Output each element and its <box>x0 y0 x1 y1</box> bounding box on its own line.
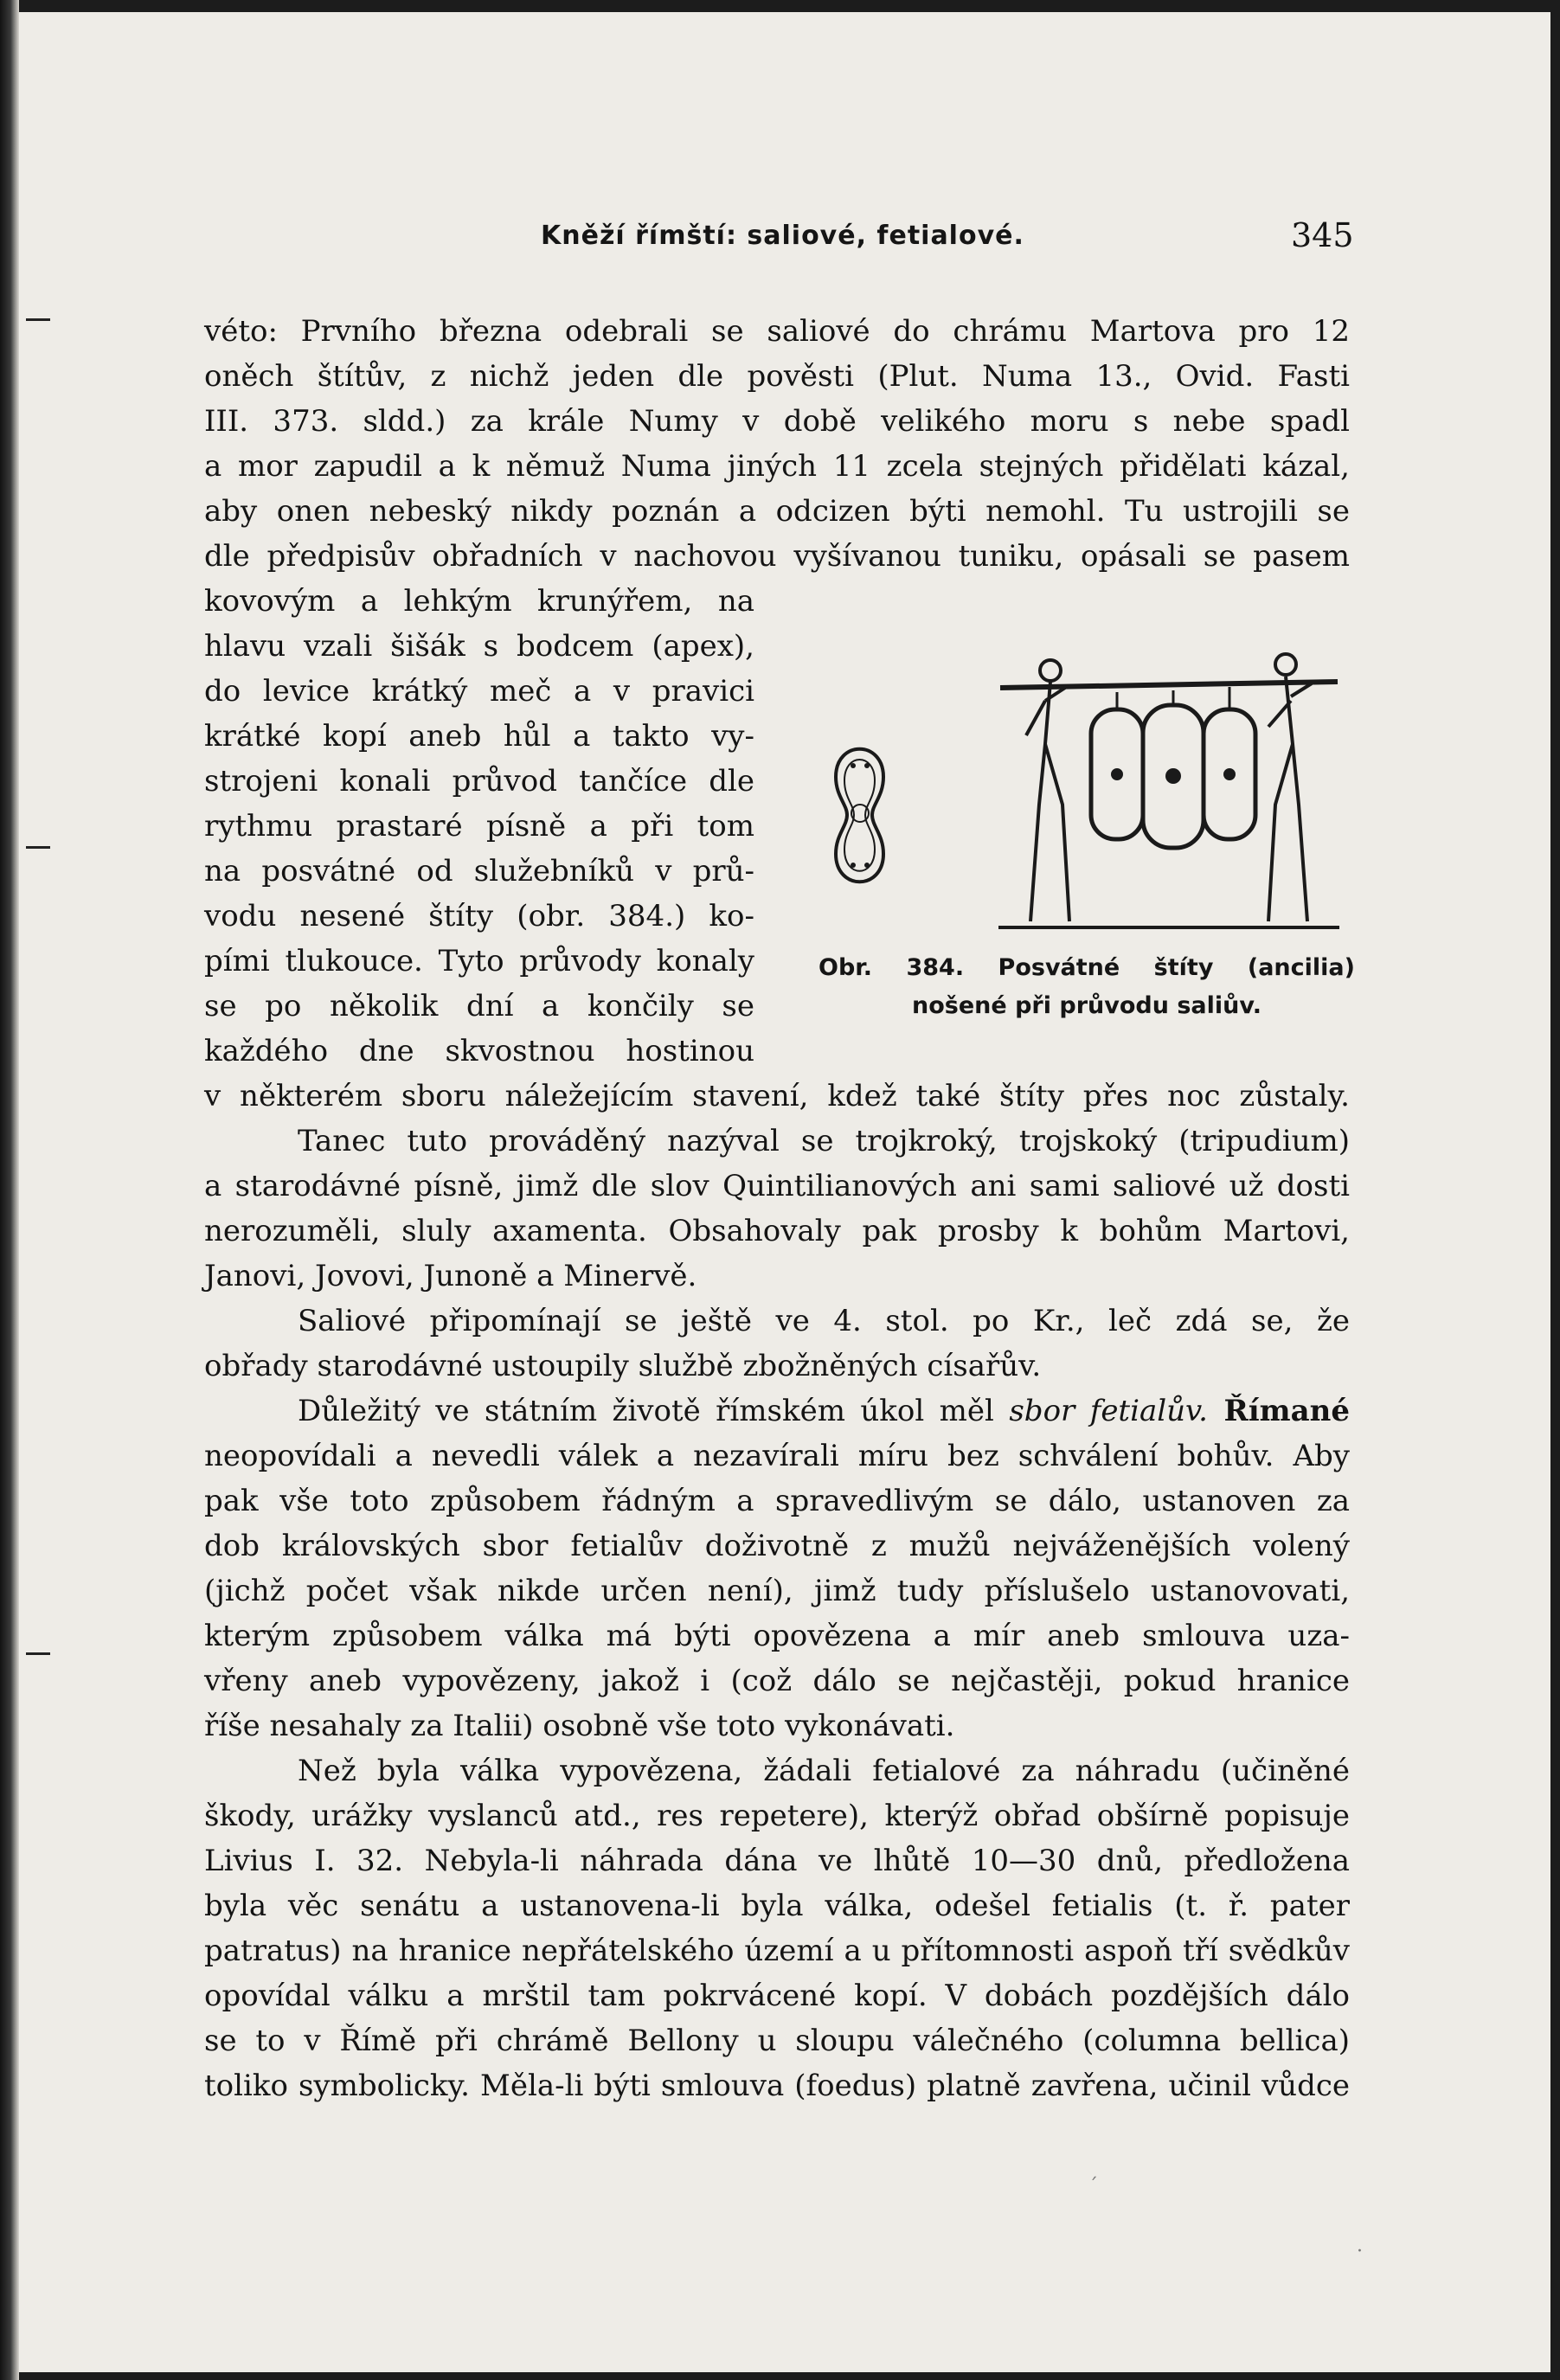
text-line: se to v Římě při chrámě Bellony u sloupu válečného (columna bellica) <box>204 2024 1350 2058</box>
text-line: kterým způsobem válka má býti opovězena a mír aneb smlouva uza- <box>204 1619 1350 1653</box>
text-line: obřady starodávné ustoupily službě zbožněných císařův. <box>204 1349 1042 1383</box>
page-number: 345 <box>1291 216 1354 254</box>
text-line: pak vše toto způsobem řádným a spravedlivým se dálo, ustanoven za <box>204 1484 1350 1518</box>
bearer-right <box>1275 654 1296 675</box>
text-line-with-emphasis <box>298 1389 1350 1434</box>
text-line: se po několik dní a končily se <box>204 989 754 1023</box>
text-line: hlavu vzali šišák s bodcem (apex), <box>204 629 754 664</box>
pencil-mark: · <box>1357 2241 1363 2262</box>
text-line: oněch štítův, z nichž jeden dle pověsti (Plut. Numa 13., Ovid. Fasti <box>204 359 1350 394</box>
text-line: véto: Prvního března odebrali se saliové do chrámu Martova pro 12 <box>204 314 1350 349</box>
text-segment-bold: Římané <box>1208 1394 1350 1428</box>
text-line: dle předpisův obřadních v nachovou vyšívanou tuniku, opásali se pasem <box>204 539 1350 574</box>
text-line: a mor zapudil a k němuž Numa jiných 11 zcela stejných přidělati kázal, <box>204 449 1350 484</box>
book-binding-edge <box>0 0 19 2380</box>
text-line: Saliové připomínají se ještě ve 4. stol. po Kr., leč zdá se, že <box>298 1304 1350 1338</box>
text-line: toliko symbolicky. Měla-li býti smlouva (foedus) platně zavřena, učinil vůdce <box>204 2069 1350 2103</box>
text-line: každého dne skvostnou hostinou <box>204 1034 754 1068</box>
text-line: opovídal válku a mrštil tam pokrvácené kopí. V dobách pozdějších dálo <box>204 1979 1350 2013</box>
text-line: do levice krátký meč a v pravici <box>204 674 754 709</box>
text-line: neopovídali a nevedli válek a nezavírali míru bez schválení bohův. Aby <box>204 1439 1350 1473</box>
text-line: Než byla válka vypovězena, žádali fetialové za náhradu (učiněné <box>298 1754 1350 1788</box>
figure-384-ancilia <box>819 623 1355 934</box>
text-line: v některém sboru náležejícím stavení, kdež také štíty přes noc zůstaly. <box>204 1079 1350 1113</box>
text-line: patratus) na hranice nepřátelského území a u přítomnosti aspoň tří svědkův <box>204 1934 1350 1968</box>
text-segment: Důležitý ve státním životě římském úkol měl <box>298 1394 1010 1428</box>
text-line: Janovi, Jovovi, Junoně a Minervě. <box>204 1259 697 1293</box>
figure-caption-line1: Obr. 384. Posvátné štíty (ancilia) <box>819 954 1355 981</box>
bearer-left <box>1040 660 1061 681</box>
binding-thread <box>26 846 50 849</box>
text-line: škody, urážky vyslanců atd., res repetere), kterýž obřad obšírně popisuje <box>204 1799 1350 1833</box>
ancilia-illustration <box>819 623 1355 934</box>
text-line: (jichž počet však nikde určen není), jimž tudy příslušelo ustanovovati, <box>204 1574 1350 1608</box>
binding-thread <box>26 318 50 321</box>
figure-caption-line2: nošené při průvodu saliův. <box>911 992 1262 1019</box>
text-line: pími tlukouce. Tyto průvody konaly <box>204 944 754 978</box>
text-line: vřeny aneb vypovězeny, jakož i (což dálo se nejčastěji, pokud hranice <box>204 1664 1350 1698</box>
ancile-shield-single <box>836 749 883 882</box>
text-line: strojeni konali průvod tančíce dle <box>204 764 754 799</box>
text-line: dob královských sbor fetialův doživotně z mužů nejváženějších volený <box>204 1529 1350 1563</box>
text-line: Livius I. 32. Nebyla-li náhrada dána ve lhůtě 10—30 dnů, předložena <box>204 1844 1350 1878</box>
text-line: rythmu prastaré písně a při tom <box>204 809 754 844</box>
binding-thread <box>26 1652 50 1655</box>
pencil-mark: ˊ <box>1088 2176 1098 2197</box>
text-line: a starodávné písně, jimž dle slov Quintilianových ani sami saliové už dosti <box>204 1169 1350 1203</box>
text-line: III. 373. sldd.) za krále Numy v době velikého moru s nebe spadl <box>204 404 1350 439</box>
text-line: kovovým a lehkým krunýřem, na <box>204 584 754 619</box>
text-line: nerozuměli, sluly axamenta. Obsahovaly pak prosby k bohům Martovi, <box>204 1214 1350 1248</box>
text-line: byla věc senátu a ustanovena-li byla válka, odešel fetialis (t. ř. pater <box>204 1889 1350 1923</box>
text-line: vodu nesené štíty (obr. 384.) ko- <box>204 899 754 933</box>
text-line: aby onen nebeský nikdy poznán a odcizen býti nemohl. Tu ustrojili se <box>204 494 1350 529</box>
fetial-college-term: sbor fetialův. <box>1009 1394 1208 1428</box>
running-head: Kněží římští: saliové, fetialové. <box>541 221 1024 251</box>
text-line: krátké kopí aneb hůl a takto vy- <box>204 719 754 754</box>
text-line: Tanec tuto prováděný nazýval se trojkroký, trojskoký (tripudium) <box>298 1124 1350 1158</box>
text-line: na posvátné od služebníků v prů- <box>204 854 754 888</box>
text-line: říše nesahaly za Italii) osobně vše toto vykonávati. <box>204 1709 955 1743</box>
